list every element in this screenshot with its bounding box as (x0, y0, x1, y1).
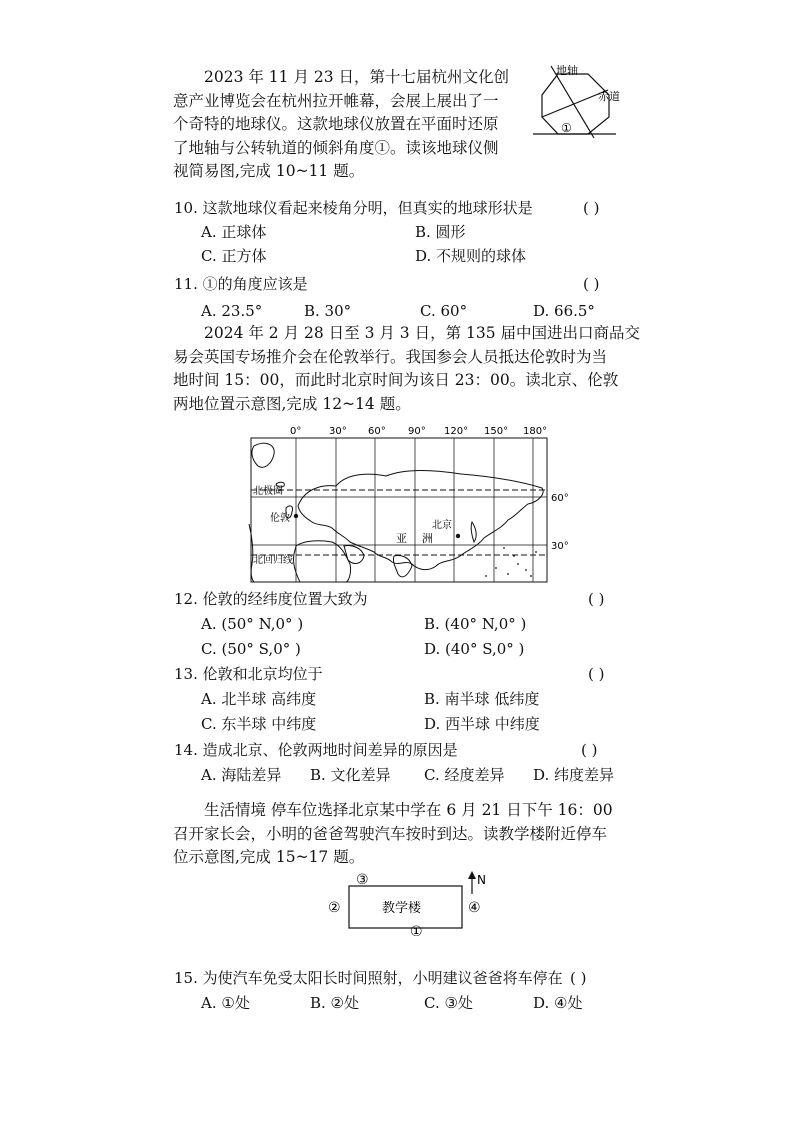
intro-passage-1 (173, 66, 509, 184)
q11-option-b[interactable]: B. 30° (304, 302, 352, 320)
asia-char-1: 亚 (396, 532, 407, 545)
lon-label-180: 180° (523, 426, 548, 437)
meridian-lines (296, 438, 533, 582)
q15-option-c[interactable]: C. ③处 (424, 994, 473, 1012)
q14-option-b[interactable]: B. 文化差异 (310, 766, 391, 784)
intro-passage-3 (173, 799, 613, 870)
q13-option-c[interactable]: C. 东半球 中纬度 (201, 715, 317, 733)
world-map-figure (246, 424, 576, 590)
intro2-line-4: 两地位置示意图,完成 12~14 题。 (173, 394, 411, 413)
q12-option-c[interactable]: C. (50° S,0° ) (201, 640, 301, 658)
q14-option-a[interactable]: A. 海陆差异 (201, 766, 282, 784)
london-label: 伦敦 (270, 513, 290, 524)
north-label: N (477, 873, 486, 887)
q11-option-a[interactable]: A. 23.5° (201, 302, 263, 320)
globe-figure (530, 62, 630, 140)
london-point (294, 514, 298, 518)
parking-spot-4: ④ (468, 900, 481, 916)
q11-option-c[interactable]: C. 60° (420, 302, 468, 320)
intro1-line-5: 视简易图,完成 10~11 题。 (173, 162, 365, 180)
africa-outline (293, 541, 350, 582)
q14-option-d[interactable]: D. 纬度差异 (533, 766, 615, 784)
greenland-outline (252, 443, 274, 467)
q13-option-b[interactable]: B. 南半球 低纬度 (424, 690, 540, 708)
intro3-line-3: 位示意图,完成 15~17 题。 (173, 848, 365, 866)
q10-stem: 10. 这款地球仪看起来棱角分明，但真实的地球形状是 (174, 199, 533, 217)
lon-label-0: 0° (290, 426, 302, 437)
q12-paren: ( ) (588, 590, 605, 608)
q14-option-c[interactable]: C. 经度差异 (424, 766, 505, 784)
q12-option-b[interactable]: B. (40° N,0° ) (424, 615, 527, 633)
q11-paren: ( ) (583, 275, 600, 293)
octagon-globe (542, 74, 609, 134)
q15-option-b[interactable]: B. ②处 (310, 994, 360, 1012)
q11-option-d[interactable]: D. 66.5° (533, 302, 595, 320)
q12-stem: 12. 伦敦的经纬度位置大致为 (174, 590, 368, 608)
parking-spot-2: ② (328, 900, 341, 916)
q10-option-c[interactable]: C. 正方体 (201, 247, 267, 265)
lat-label-60: 60° (551, 493, 569, 504)
q13-stem: 13. 伦敦和北京均位于 (174, 665, 323, 683)
arabia-outline (344, 545, 364, 563)
asia-char-2: 洲 (422, 532, 433, 545)
lat-label-30: 30° (551, 541, 569, 552)
lon-label-150: 150° (484, 426, 509, 437)
parking-spot-1: ① (410, 924, 423, 936)
q10-option-d[interactable]: D. 不规则的球体 (415, 247, 527, 265)
q14-paren: ( ) (581, 741, 598, 759)
lon-label-120: 120° (444, 426, 469, 437)
map-frame (251, 438, 547, 582)
q13-option-a[interactable]: A. 北半球 高纬度 (201, 690, 317, 708)
intro3-line-1: 生活情境 停车位选择北京某中学在 6 月 21 日下午 16：00 (204, 801, 613, 819)
intro1-line-3: 个奇特的地球仪。这款地球仪放置在平面时还原 (173, 115, 499, 133)
intro2-line-1: 2024 年 2 月 28 日至 3 月 3 日，第 135 届中国进出口商品交 (204, 324, 641, 342)
q15-paren: ( ) (570, 969, 587, 987)
intro1-line-1: 2023 年 11 月 23 日，第十七届杭州文化创 (204, 68, 510, 86)
q11-stem: 11. ①的角度应该是 (174, 275, 308, 293)
north-arrow-head (468, 871, 476, 879)
lon-label-30: 30° (329, 426, 347, 437)
intro-passage-2 (173, 322, 640, 416)
lon-label-60: 60° (368, 426, 386, 437)
axis-label: 地轴 (556, 64, 578, 77)
intro1-line-2: 意产业博览会在杭州拉开帷幕，会展上展出了一 (173, 91, 499, 110)
q13-option-d[interactable]: D. 西半球 中纬度 (424, 715, 540, 733)
q15-stem: 15. 为使汽车免受太阳长时间照射，小明建议爸爸将车停在 (174, 969, 563, 987)
intro1-line-4: 了地轴与公转轨道的倾斜角度①。读该地球仪侧 (173, 138, 499, 157)
q10-paren: ( ) (583, 199, 600, 217)
tropic-cancer-label: 北回归线 (253, 555, 293, 566)
landmass-outlines (249, 443, 543, 582)
q12-option-d[interactable]: D. (40° S,0° ) (424, 640, 525, 658)
q12-option-a[interactable]: A. (50° N,0° ) (201, 615, 304, 633)
arctic-circle-label: 北极圈 (253, 486, 283, 497)
equator-label: 赤道 (598, 90, 620, 103)
japan-outline (471, 522, 476, 542)
beijing-point (456, 534, 460, 538)
intro2-line-2: 易会英国专场推介会在伦敦举行。我国参会人员抵达伦敦时为当 (173, 347, 608, 366)
beijing-label: 北京 (432, 520, 452, 531)
building-figure (320, 870, 500, 936)
building-label: 教学楼 (382, 901, 422, 916)
q15-option-d[interactable]: D. ④处 (533, 994, 583, 1012)
angle-label: ① (561, 121, 572, 135)
q15-option-a[interactable]: A. ①处 (201, 994, 250, 1012)
parking-spot-3: ③ (356, 872, 369, 888)
intro3-line-2: 召开家长会，小明的爸爸驾驶汽车按时到达。读教学楼附近停车 (173, 824, 608, 843)
india-outline (393, 555, 412, 576)
q14-stem: 14. 造成北京、伦敦两地时间差异的原因是 (174, 741, 458, 759)
map-dots (485, 547, 537, 577)
intro2-line-3: 地时间 15：00，而此时北京时间为该日 23：00。读北京、伦敦 (173, 371, 619, 389)
q13-paren: ( ) (588, 665, 605, 683)
lon-label-90: 90° (408, 426, 426, 437)
q10-option-a[interactable]: A. 正球体 (201, 223, 267, 241)
q10-option-b[interactable]: B. 圆形 (415, 223, 466, 241)
